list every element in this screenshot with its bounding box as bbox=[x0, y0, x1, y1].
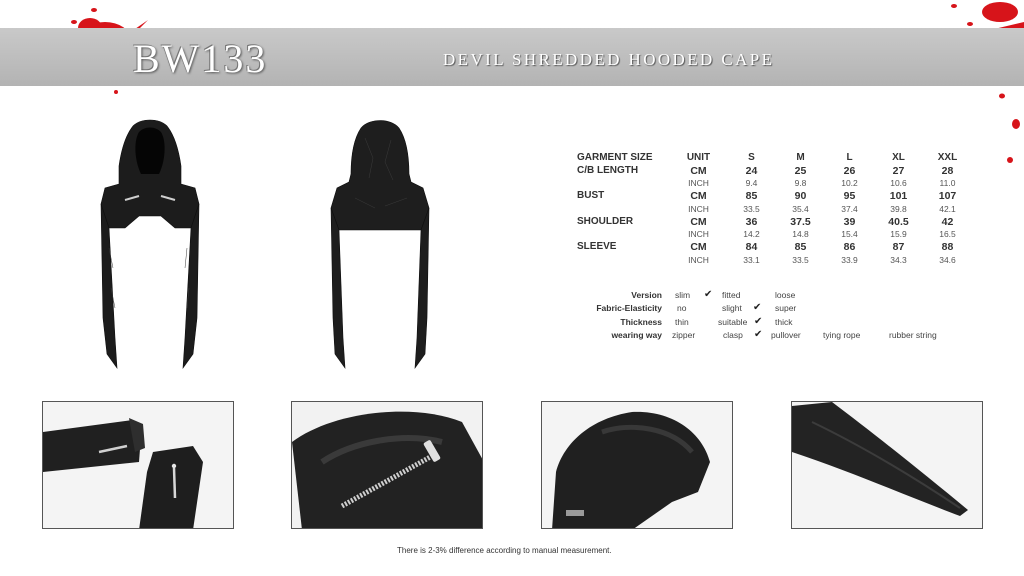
cell-value: 34.6 bbox=[939, 254, 956, 265]
cell-value: 35.4 bbox=[792, 203, 809, 214]
attr-option: no bbox=[677, 303, 687, 314]
cell-value: 88 bbox=[941, 240, 954, 253]
checkmark-icon: ✔ bbox=[754, 315, 763, 327]
attr-option: pullover bbox=[771, 329, 801, 340]
size-chart-table bbox=[577, 152, 972, 266]
row-label: SLEEVE bbox=[577, 240, 617, 252]
product-name: DEVIL SHREDDED HOODED CAPE bbox=[443, 50, 775, 69]
cell-value: 25 bbox=[794, 164, 807, 177]
unit-cm: CM bbox=[690, 215, 707, 228]
measurement-note: There is 2-3% difference according to manual measurement. bbox=[397, 546, 612, 555]
cell-value: 37.5 bbox=[790, 215, 811, 228]
checkmark-icon: ✔ bbox=[753, 302, 762, 314]
size-header-s: S bbox=[748, 152, 755, 163]
cell-value: 90 bbox=[794, 190, 807, 203]
cell-value: 15.4 bbox=[841, 229, 858, 240]
size-header-xl: XL bbox=[892, 152, 905, 163]
cell-value: 95 bbox=[843, 190, 856, 203]
detail-photo-sleeve-zipper bbox=[42, 401, 234, 529]
attr-option: slim bbox=[675, 290, 691, 300]
cell-value: 42 bbox=[941, 215, 954, 228]
attr-label: Thickness bbox=[620, 316, 662, 327]
cell-value: 33.9 bbox=[841, 254, 858, 265]
table-row bbox=[577, 241, 972, 254]
table-row bbox=[577, 203, 972, 216]
checkmark-icon: ✔ bbox=[754, 328, 763, 340]
checkmark-icon: ✔ bbox=[704, 289, 713, 300]
cell-value: 10.2 bbox=[841, 178, 858, 189]
cell-value: 37.4 bbox=[841, 203, 858, 214]
attr-label: wearing way bbox=[611, 329, 662, 340]
attr-option: loose bbox=[775, 290, 796, 300]
detail-photo-hood bbox=[541, 401, 733, 529]
attr-option: slight bbox=[722, 303, 742, 314]
cell-value: 107 bbox=[938, 190, 957, 203]
cell-value: 27 bbox=[892, 164, 905, 177]
table-row bbox=[577, 190, 972, 203]
unit-header: UNIT bbox=[686, 152, 711, 163]
row-label: C/B LENGTH bbox=[577, 164, 639, 176]
cell-value: 42.1 bbox=[939, 203, 956, 214]
cell-value: 101 bbox=[889, 190, 908, 203]
cell-value: 85 bbox=[794, 240, 807, 253]
attr-option: thick bbox=[775, 316, 793, 327]
cell-value: 26 bbox=[843, 164, 856, 177]
cell-value: 34.3 bbox=[890, 254, 907, 265]
cell-value: 39 bbox=[843, 215, 856, 228]
attr-option: zipper bbox=[672, 329, 696, 340]
row-label: BUST bbox=[577, 190, 605, 202]
cell-value: 10.6 bbox=[890, 178, 907, 189]
cell-value: 15.9 bbox=[890, 229, 907, 240]
attr-label: Fabric-Elasticity bbox=[596, 303, 662, 314]
cell-value: 84 bbox=[745, 240, 758, 253]
cell-value: 33.5 bbox=[792, 254, 809, 265]
size-chart-header bbox=[577, 152, 972, 165]
table-row bbox=[577, 254, 972, 267]
unit-inch: INCH bbox=[688, 229, 709, 240]
size-header-m: M bbox=[796, 152, 805, 163]
unit-inch: INCH bbox=[688, 254, 709, 265]
unit-inch: INCH bbox=[688, 203, 709, 214]
cell-value: 36 bbox=[745, 215, 758, 228]
cell-value: 33.1 bbox=[743, 254, 760, 265]
cell-value: 9.8 bbox=[794, 178, 807, 189]
garment-front-image bbox=[95, 118, 205, 370]
attr-option: thin bbox=[675, 316, 689, 327]
cell-value: 14.2 bbox=[743, 229, 760, 240]
attr-option: suitable bbox=[718, 316, 748, 327]
cell-value: 86 bbox=[843, 240, 856, 253]
cell-value: 28 bbox=[941, 164, 954, 177]
garment-size-header: GARMENT SIZE bbox=[577, 152, 653, 163]
detail-photo-sleeve-tip bbox=[791, 401, 983, 529]
cell-value: 14.8 bbox=[792, 229, 809, 240]
cell-value: 16.5 bbox=[939, 229, 956, 240]
cell-value: 40.5 bbox=[888, 215, 909, 228]
cell-value: 24 bbox=[745, 164, 758, 177]
attr-option: clasp bbox=[723, 329, 743, 340]
table-row bbox=[577, 228, 972, 241]
attr-label: Version bbox=[631, 290, 662, 300]
table-row bbox=[577, 165, 972, 178]
attr-option: rubber string bbox=[889, 329, 937, 340]
unit-cm: CM bbox=[690, 190, 707, 203]
cell-value: 9.4 bbox=[745, 178, 758, 189]
size-header-xxl: XXL bbox=[937, 152, 958, 163]
attr-option: super bbox=[775, 303, 797, 314]
garment-back-image bbox=[325, 118, 435, 370]
product-code: BW133 bbox=[133, 36, 268, 81]
unit-cm: CM bbox=[690, 164, 707, 177]
size-header-l: L bbox=[846, 152, 853, 163]
detail-photo-zipper-closeup bbox=[291, 401, 483, 529]
cell-value: 85 bbox=[745, 190, 758, 203]
attr-option: fitted bbox=[722, 290, 741, 300]
table-row bbox=[577, 177, 972, 190]
attr-option: tying rope bbox=[823, 329, 861, 340]
unit-inch: INCH bbox=[688, 178, 709, 189]
unit-cm: CM bbox=[690, 240, 707, 253]
row-label: SHOULDER bbox=[577, 215, 634, 227]
cell-value: 11.0 bbox=[939, 178, 956, 189]
table-row bbox=[577, 216, 972, 229]
cell-value: 33.5 bbox=[743, 203, 760, 214]
cell-value: 87 bbox=[892, 240, 905, 253]
cell-value: 39.8 bbox=[890, 203, 907, 214]
